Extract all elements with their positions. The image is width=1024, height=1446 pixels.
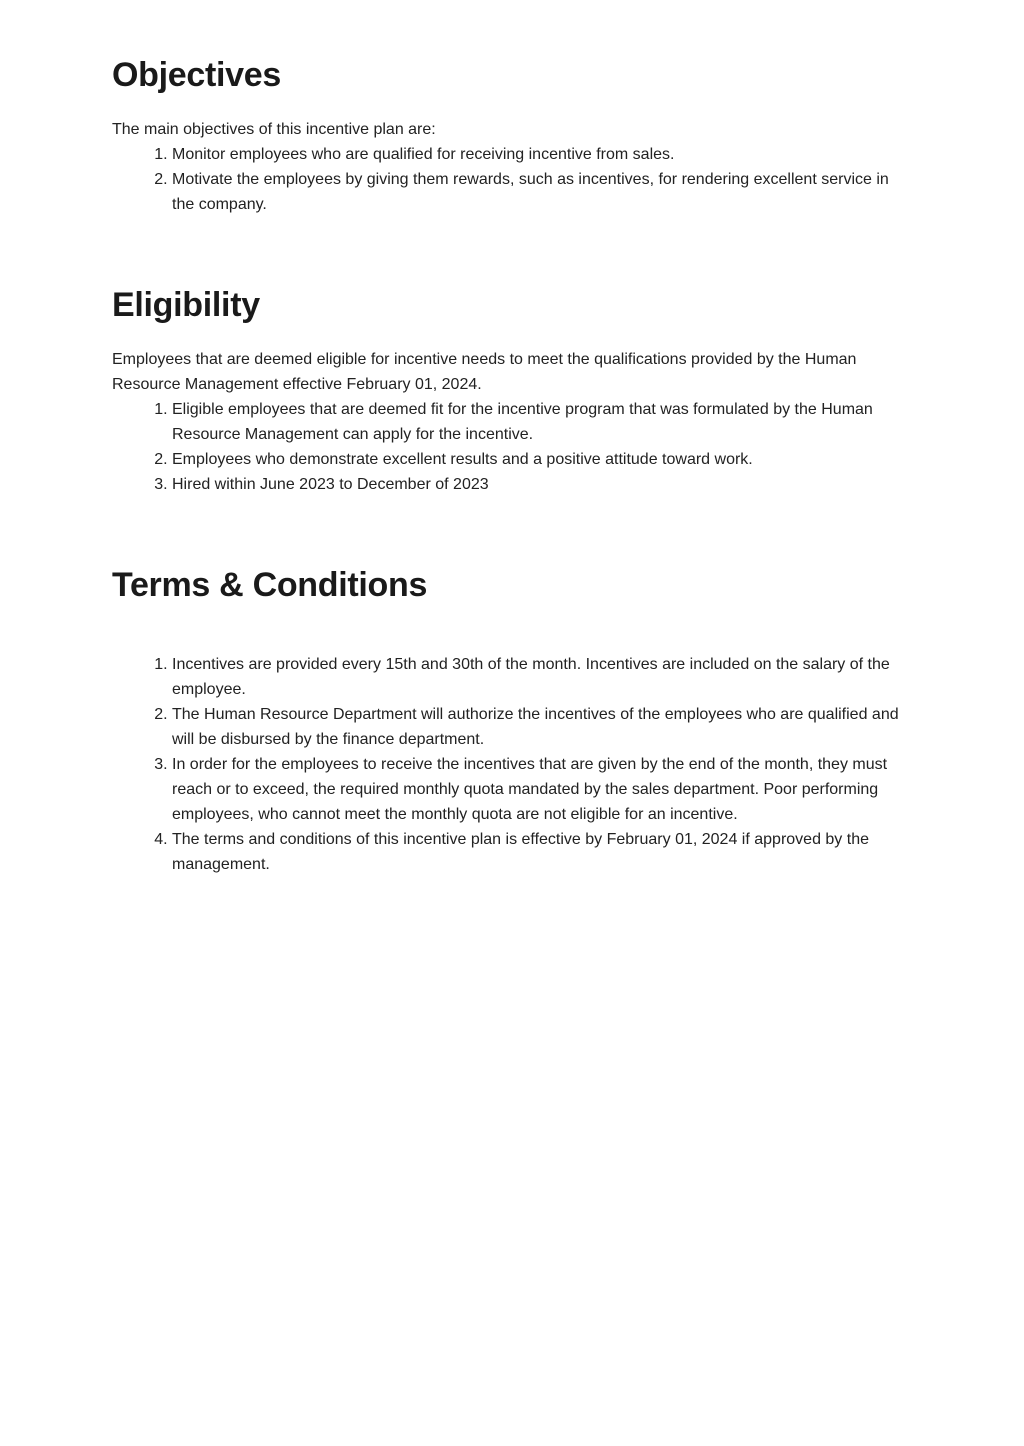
eligibility-intro: Employees that are deemed eligible for incentive needs to meet the qualifications provided by the Human Resource Management effective February 01, 2024.	[112, 351, 857, 393]
terms-list	[112, 652, 912, 877]
eligibility-list	[112, 397, 912, 497]
list-item: 1. Eligible employees that are deemed fit for the incentive program that was formulated by the Human Resource Management can apply for the incentive.	[172, 397, 912, 447]
list-item: 3. In order for the employees to receive the incentives that are given by the end of the month, they must reach or to exceed, the required monthly quota mandated by the sales department. Poor performing employees, who cannot meet the monthly quota are not eligible for an incentive.	[172, 752, 912, 827]
objectives-intro: The main objectives of this incentive plan are:	[112, 121, 436, 138]
list-item: 1. Monitor employees who are qualified for receiving incentive from sales.	[172, 142, 912, 167]
list-item: 4. The terms and conditions of this incentive plan is effective by February 01, 2024 if approved by the management.	[172, 827, 912, 877]
list-item: 2. Motivate the employees by giving them rewards, such as incentives, for rendering excellent service in the company.	[172, 167, 912, 217]
list-item: 1. Incentives are provided every 15th and 30th of the month. Incentives are included on the salary of the employee.	[172, 652, 912, 702]
terms-section	[112, 565, 912, 877]
objectives-heading: Objectives	[112, 56, 281, 94]
objectives-section	[112, 55, 912, 217]
list-item: 3. Hired within June 2023 to December of 2023	[172, 472, 912, 497]
list-item: 2. Employees who demonstrate excellent results and a positive attitude toward work.	[172, 447, 912, 472]
eligibility-section	[112, 285, 912, 497]
list-item: 2. The Human Resource Department will authorize the incentives of the employees who are qualified and will be disbursed by the finance department.	[172, 702, 912, 752]
eligibility-heading: Eligibility	[112, 286, 260, 324]
objectives-list	[112, 142, 912, 217]
terms-heading: Terms & Conditions	[112, 566, 428, 604]
